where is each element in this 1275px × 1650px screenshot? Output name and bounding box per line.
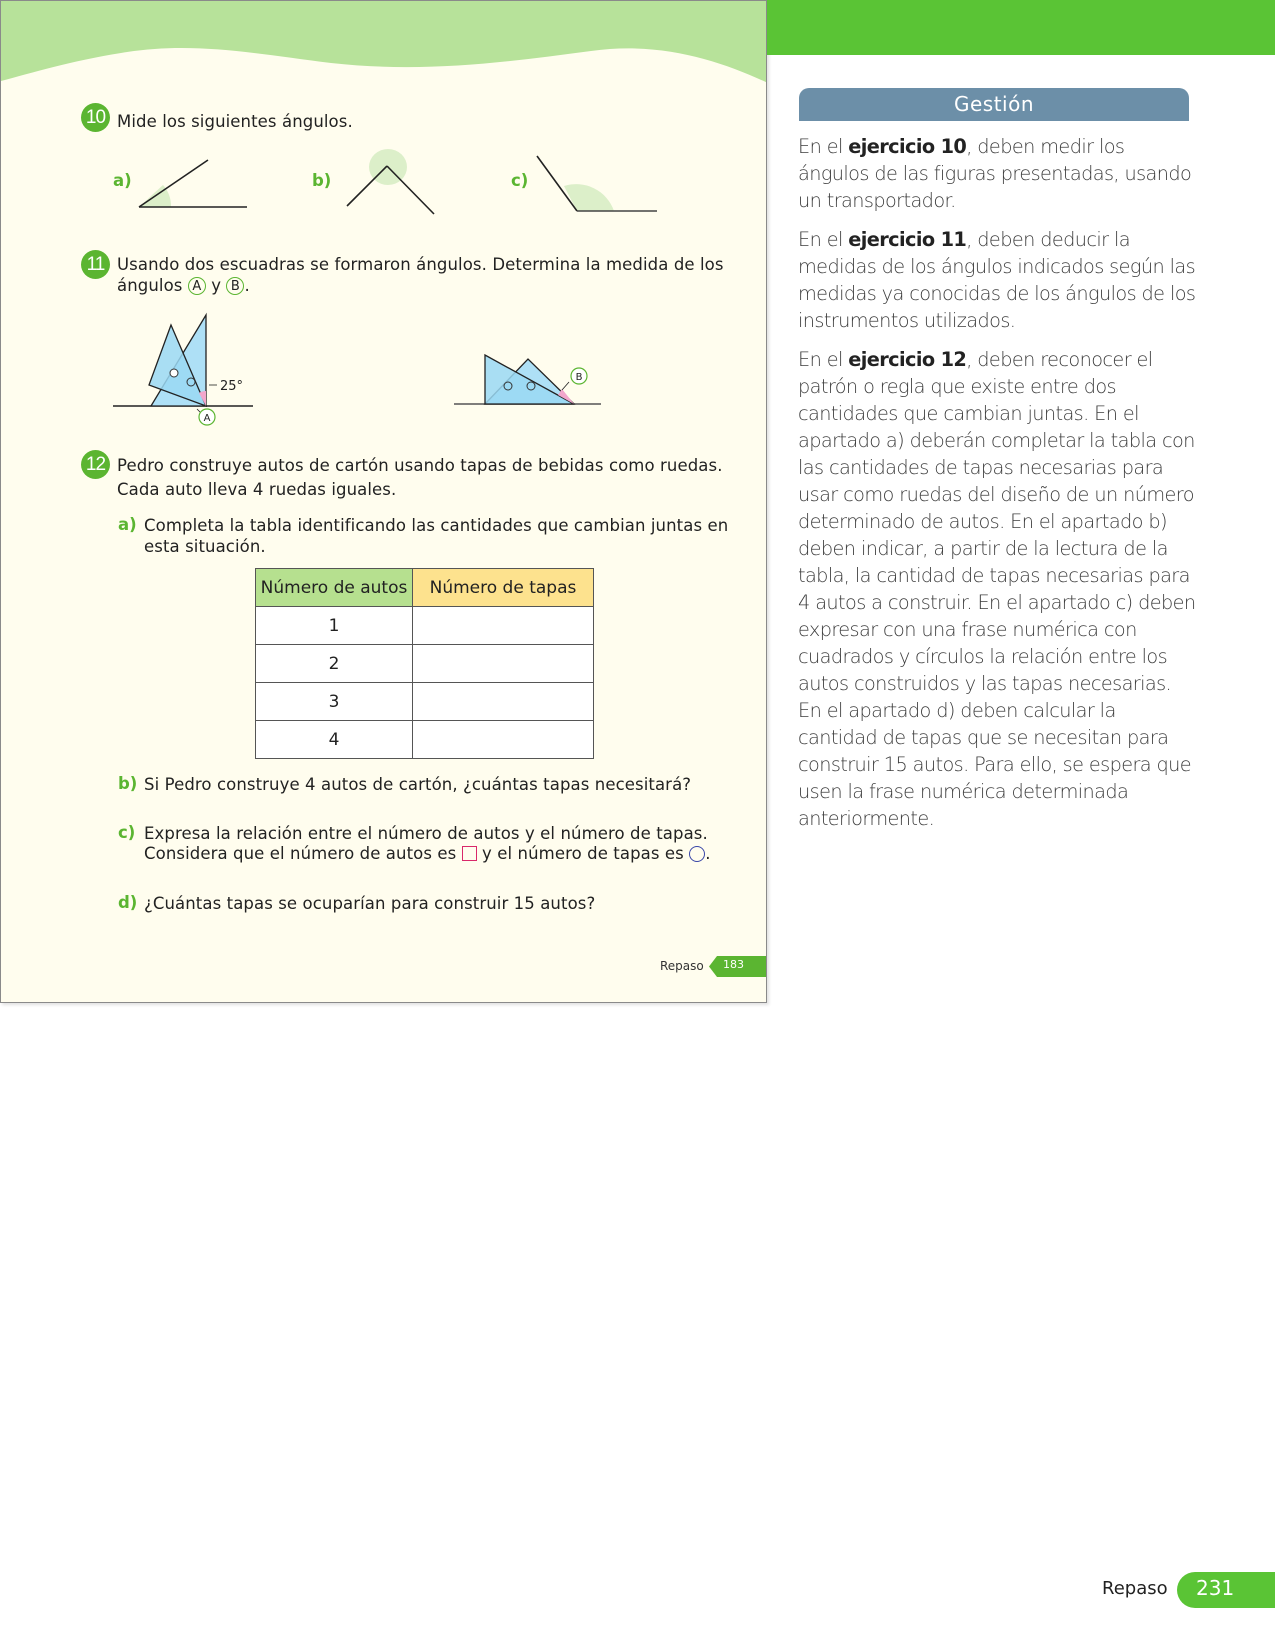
header-number-of-caps: Número de tapas	[413, 569, 594, 607]
guide-footer-section: Repaso	[1102, 1578, 1168, 1599]
cars-caps-table	[255, 568, 594, 759]
caps-cell-input[interactable]	[413, 607, 594, 645]
exercise-12-c-line2	[144, 843, 711, 864]
caps-cell-input[interactable]	[413, 683, 594, 721]
paragraph-pre: En el	[798, 348, 849, 371]
exercise-10-number: 10	[81, 103, 110, 132]
set-squares-figure-b	[451, 346, 611, 406]
guide-page-number: 231	[1196, 1576, 1235, 1600]
guide-paragraph-exercise-11	[798, 226, 1198, 334]
exercise-11-number: 11	[81, 250, 110, 279]
exercise-12-a-label: a)	[118, 515, 137, 534]
table-row	[256, 683, 594, 721]
figure-a-degree-label: 25°	[220, 379, 244, 394]
angle-figure-b	[341, 149, 436, 219]
exercise-12-prompt-line2: Cada auto lleva 4 ruedas iguales.	[117, 480, 397, 499]
student-footer-section: Repaso	[660, 959, 704, 973]
paragraph-bold: ejercicio 12	[848, 348, 967, 371]
cars-cell: 1	[256, 607, 413, 645]
figure-a-angle-letter: A	[203, 413, 211, 424]
caps-cell-input[interactable]	[413, 645, 594, 683]
angle-b-marker: B	[226, 277, 244, 295]
exercise-12-b-label: b)	[118, 774, 138, 793]
exercise-12-c-pre: Considera que el número de autos es	[144, 844, 457, 863]
circle-symbol-icon	[689, 846, 705, 862]
angle-a-marker: A	[188, 277, 206, 295]
square-symbol-icon	[462, 846, 477, 861]
header-wave	[1, 1, 767, 91]
set-squares-figure-a	[111, 311, 261, 431]
exercise-12-b-text: Si Pedro construye 4 autos de cartón, ¿cuántas tapas necesitará?	[144, 775, 692, 794]
table-row	[256, 721, 594, 759]
table-row	[256, 607, 594, 645]
cars-cell: 4	[256, 721, 413, 759]
cars-cell: 3	[256, 683, 413, 721]
exercise-12-d-label: d)	[118, 893, 138, 912]
paragraph-bold: ejercicio 11	[848, 228, 967, 251]
student-page	[0, 0, 767, 1003]
exercise-10-a-label: a)	[113, 171, 132, 190]
exercise-11-prompt-line2	[117, 275, 250, 296]
cars-cell: 2	[256, 645, 413, 683]
guide-paragraph-exercise-12	[798, 346, 1198, 832]
paragraph-post: , deben medir los ángulos de las figuras presentadas, usando un transportador.	[798, 135, 1192, 212]
angle-figure-c	[531, 151, 661, 216]
guide-paragraph-exercise-10	[798, 133, 1198, 214]
exercise-12-prompt-line1: Pedro construye autos de cartón usando tapas de bebidas como ruedas.	[117, 456, 723, 475]
student-page-number: 183	[723, 958, 744, 971]
exercise-12-a-line2: esta situación.	[144, 537, 266, 556]
header-number-of-cars: Número de autos	[256, 569, 413, 607]
paragraph-post: , deben deducir la medidas de los ángulos indicados según las medidas ya conocidas de los ángulos de los instrumentos utilizados.	[798, 228, 1196, 332]
exercise-11-prompt-end: .	[244, 276, 250, 295]
exercise-12-c-label: c)	[118, 823, 136, 842]
exercise-12-c-end: .	[705, 844, 711, 863]
figure-b-angle-letter: B	[575, 372, 583, 383]
exercise-12-c-line1: Expresa la relación entre el número de autos y el número de tapas.	[144, 824, 708, 843]
paragraph-post: , deben reconocer el patrón o regla que existe entre dos cantidades que cambian juntas. En el apartado a) deberán completar la tabla con las cantidades de tapas necesarias para usar como ruedas del diseño de un número determinado de autos. En el apartado b) deben indicar, a partir de la lectura de la tabla, la cantidad de tapas necesarias para 4 autos a construir. En el apartado c) deben expresar con una frase numérica con cuadrados y círculos la relación entre los autos construidos y las tapas necesarias. En el apartado d) deben calcular la cantidad de tapas que se necesitan para construir 15 autos. Para ello, se espera que usen la frase numérica determinada anteriormente.	[798, 348, 1196, 830]
paragraph-bold: ejercicio 10	[848, 135, 967, 158]
table-header-row	[256, 569, 594, 607]
exercise-11-connector: y	[211, 276, 222, 295]
exercise-12-number: 12	[81, 450, 110, 479]
exercise-12-d-text: ¿Cuántas tapas se ocuparían para construir 15 autos?	[144, 894, 596, 913]
exercise-12-a-line1: Completa la tabla identificando las cantidades que cambian juntas en	[144, 516, 729, 535]
exercise-10-c-label: c)	[511, 171, 529, 190]
exercise-10-prompt: Mide los siguientes ángulos.	[117, 112, 353, 131]
exercise-11-prompt-pre: ángulos	[117, 276, 183, 295]
caps-cell-input[interactable]	[413, 721, 594, 759]
gestion-header: Gestión	[799, 88, 1189, 121]
exercise-12-c-mid: y el número de tapas es	[482, 844, 684, 863]
table-row	[256, 645, 594, 683]
exercise-10-b-label: b)	[312, 171, 332, 190]
paragraph-pre: En el	[798, 228, 849, 251]
exercise-11-prompt-line1: Usando dos escuadras se formaron ángulos. Determina la medida de los	[117, 255, 724, 274]
top-green-bar	[767, 0, 1275, 55]
paragraph-pre: En el	[798, 135, 849, 158]
angle-figure-a	[131, 151, 251, 216]
